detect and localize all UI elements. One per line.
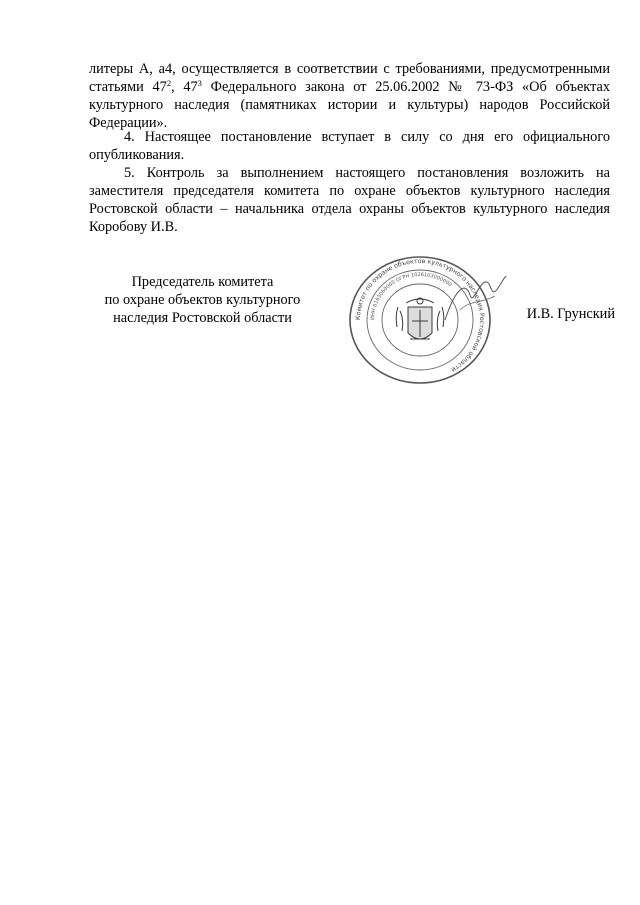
paragraph-effective-date: 4. Настоящее постановление вступает в силу со дня его официального опубликования. (89, 129, 610, 163)
coat-of-arms-icon (396, 298, 444, 339)
signatory-title-line: наследия Ростовской области (113, 310, 292, 326)
paragraph-text: Федерального закона от 25.06.2002 № 73-ФЗ «Об объектах культурного наследия (памятниках истории и культуры) народов Российской Федерации». (89, 79, 610, 131)
signatory-title-line: по охране объектов культурного (104, 292, 301, 308)
paragraph-control: 5. Контроль за выполнением настоящего постановления возложить на заместителя председателя комитета по охране объектов культурного наследия Ростовской области – начальника отдела охраны объектов культурного наследия Коробову И.В. (89, 165, 610, 235)
paragraph-requirements (89, 60, 610, 132)
signatory-name: И.В. Грунский (526, 306, 615, 322)
signatory-title (90, 273, 315, 327)
stamp-inner-text: ИНН 6163060000 ОГРН 1026103000000 (369, 271, 453, 321)
superscript: 3 (197, 78, 202, 88)
paragraph-text: , 47 (171, 79, 198, 95)
stamp-outer-text: Комитет по охране объектов культурного наследия Ростовской области (354, 257, 486, 374)
paragraph-text: литеры А, а4, осуществляется в соответствии с требованиями, предусмотренными статьями 47 (89, 61, 610, 95)
signatory-title-line: Председатель комитета (131, 274, 274, 290)
handwritten-signature (440, 270, 510, 330)
superscript: 2 (166, 78, 172, 88)
